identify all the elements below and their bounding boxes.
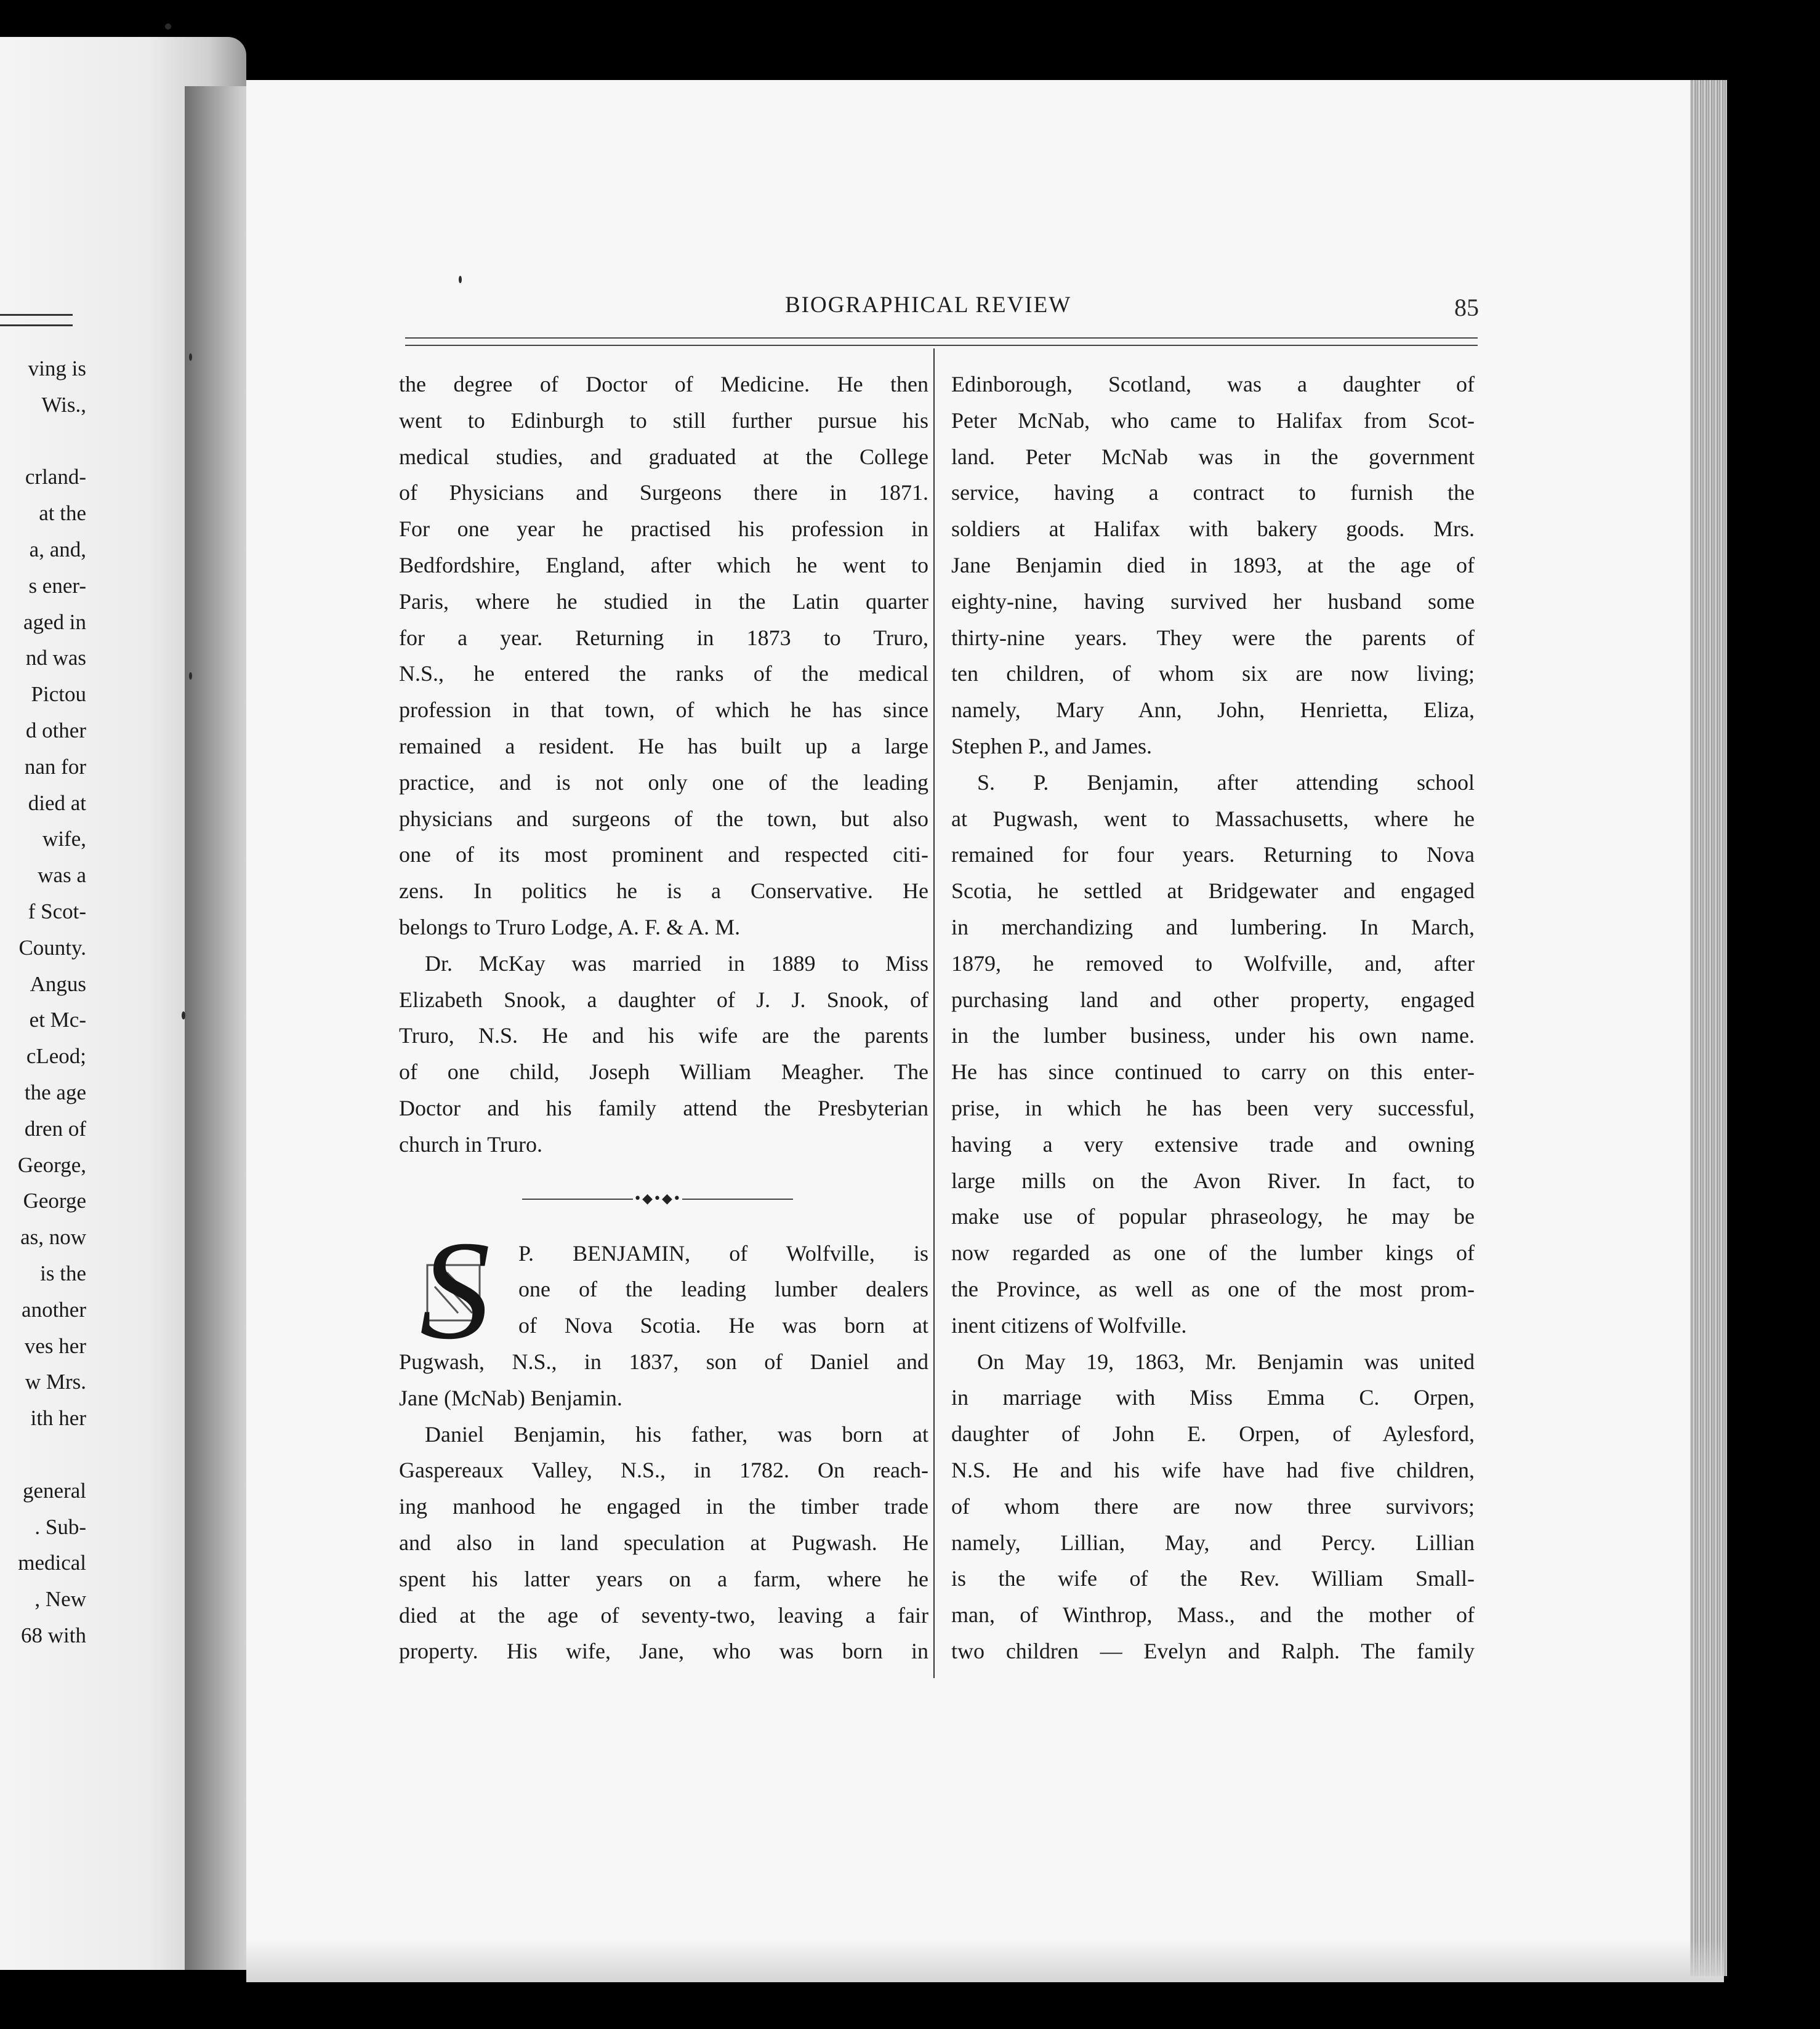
text-line: Daniel Benjamin, his father, was born at	[425, 1421, 928, 1447]
text-line: and also in land speculation at Pugwash. He	[399, 1530, 928, 1555]
left-page-fragment-line: cLeod;	[26, 1044, 86, 1069]
text-line: profession in that town, of which he has since	[399, 697, 928, 723]
text-line: S. P. Benjamin, after attending school	[977, 769, 1475, 795]
text-line: ten children, of whom six are now living;	[951, 661, 1475, 686]
text-line: Paris, where he studied in the Latin quarter	[399, 589, 928, 614]
text-line: physicians and surgeons of the town, but also	[399, 806, 928, 831]
text-line: medical studies, and graduated at the College	[399, 444, 928, 469]
text-line: man, of Winthrop, Mass., and the mother of	[951, 1602, 1475, 1628]
text-line: purchasing land and other property, engaged	[951, 987, 1475, 1012]
text-line: soldiers at Halifax with bakery goods. Mrs.	[951, 516, 1475, 542]
separator-ornament-icon: •◆•◆•	[634, 1191, 682, 1207]
text-line: in the lumber business, under his own name.	[951, 1023, 1475, 1048]
left-page-fragment-line: Wis.,	[41, 392, 86, 417]
text-line: belongs to Truro Lodge, A. F. & A. M.	[399, 914, 741, 939]
page-fore-edge	[1690, 80, 1727, 1976]
text-line: zens. In politics he is a Conservative. He	[399, 878, 928, 904]
text-line: one of the leading lumber dealers	[518, 1277, 928, 1302]
left-page-fragment-line: f Scot-	[28, 899, 86, 923]
text-line: in merchandizing and lumbering. In March,	[951, 914, 1475, 939]
text-line: P. BENJAMIN, of Wolfville, is	[518, 1240, 928, 1266]
text-line: for a year. Returning in 1873 to Truro,	[399, 625, 928, 650]
left-page-fragment-line: at the	[39, 501, 86, 526]
left-page-rule	[0, 314, 73, 326]
text-line: went to Edinburgh to still further pursue his	[399, 408, 928, 433]
text-line: eighty-nine, having survived her husband some	[951, 589, 1475, 614]
text-line: now regarded as one of the lumber kings of	[951, 1240, 1475, 1266]
text-line: spent his latter years on a farm, where he	[399, 1566, 928, 1591]
left-page-fragment-line: general	[23, 1478, 86, 1503]
left-page-fragment-line: et Mc-	[29, 1008, 86, 1032]
left-page-fragment-line: a, and,	[29, 537, 86, 561]
scan-speck	[189, 672, 192, 680]
left-page-text-fragments	[0, 351, 86, 1654]
left-page-fragment-line: was a	[38, 863, 86, 888]
right-text-column	[951, 366, 1475, 1669]
text-line: of whom there are now three survivors;	[951, 1493, 1475, 1519]
text-line: Jane (McNab) Benjamin.	[399, 1385, 622, 1410]
ornamental-dropcap-s	[403, 1228, 507, 1351]
left-page-fragment-line	[0, 1437, 86, 1473]
page-number: 85	[1454, 294, 1479, 321]
text-line: two children — Evelyn and Ralph. The family	[951, 1638, 1475, 1663]
text-line: at Pugwash, went to Massachusetts, where he	[951, 806, 1475, 831]
text-line: namely, Mary Ann, John, Henrietta, Eliza,	[951, 697, 1475, 723]
text-line: church in Truro.	[399, 1131, 542, 1157]
scan-speck	[459, 276, 462, 283]
text-line: ing manhood he engaged in the timber trade	[399, 1494, 928, 1519]
text-line: died at the age of seventy-two, leaving a fair	[399, 1602, 928, 1628]
left-page-fragment-line: Pictou	[31, 682, 86, 707]
left-page-fragment-line: . Sub-	[34, 1514, 86, 1539]
text-line: For one year he practised his profession in	[399, 516, 928, 542]
section-separator	[399, 1163, 928, 1235]
text-line: Dr. McKay was married in 1889 to Miss	[425, 950, 928, 976]
left-page-fragment-line: aged in	[23, 609, 86, 634]
left-page-fragment-line: George	[23, 1189, 86, 1213]
text-line: N.S., he entered the ranks of the medical	[399, 661, 928, 686]
scan-speck	[189, 353, 192, 361]
text-line: 1879, he removed to Wolfville, and, after	[951, 950, 1475, 976]
column-divider	[933, 348, 935, 1678]
left-page-fragment-line: George,	[17, 1152, 86, 1177]
text-line: daughter of John E. Orpen, of Aylesford,	[951, 1421, 1475, 1447]
text-line: prise, in which he has been very successful,	[951, 1095, 1475, 1120]
left-page-fragment-line: s ener-	[28, 573, 86, 598]
left-page-fragment-line: ving is	[28, 356, 86, 380]
text-line: Bedfordshire, England, after which he went to	[399, 552, 928, 577]
left-page-fragment-line	[0, 424, 86, 460]
left-page-fragment-line: nd was	[25, 646, 86, 670]
text-line: one of its most prominent and respected citi-	[399, 842, 928, 867]
text-line: Stephen P., and James.	[951, 733, 1152, 758]
text-line: Jane Benjamin died in 1893, at the age of	[951, 552, 1475, 577]
left-page-fragment-line: ves her	[24, 1333, 86, 1358]
text-line: Edinborough, Scotland, was a daughter of	[951, 372, 1475, 396]
text-line: Elizabeth Snook, a daughter of J. J. Snook, of	[399, 987, 928, 1012]
left-page-fragment-line: crland-	[25, 465, 86, 489]
left-page-fragment-line: nan for	[24, 754, 86, 779]
left-page-fragment-line: another	[22, 1297, 86, 1322]
text-line: practice, and is not only one of the leading	[399, 769, 928, 795]
left-page-fragment-line: , New	[34, 1587, 86, 1612]
text-line: Peter McNab, who came to Halifax from Scot-	[951, 408, 1475, 433]
text-line: inent citizens of Wolfville.	[951, 1312, 1187, 1338]
text-line: N.S. He and his wife have had five children,	[951, 1457, 1475, 1482]
text-line: remained for four years. Returning to Nova	[951, 842, 1475, 867]
scan-speck	[165, 23, 171, 30]
left-page-fragment-line: wife,	[42, 827, 86, 851]
left-page-fragment-line: died at	[28, 790, 86, 815]
text-line: large mills on the Avon River. In fact, to	[951, 1168, 1475, 1193]
left-page-fragment-line: is the	[40, 1261, 86, 1285]
text-line: of Physicians and Surgeons there in 1871.	[399, 480, 928, 505]
left-page-fragment-line: County.	[18, 935, 86, 960]
left-page-fragment-line: as, now	[20, 1225, 86, 1250]
page-bottom-shadow	[246, 1939, 1724, 1982]
text-line: the degree of Doctor of Medicine. He then	[399, 372, 928, 396]
left-page-fragment-line: dren of	[24, 1116, 86, 1141]
text-line: Scotia, he settled at Bridgewater and engaged	[951, 878, 1475, 904]
left-page-fragment-line: ith her	[30, 1406, 86, 1431]
scan-speck	[182, 1011, 185, 1019]
left-page-fragment-line: d other	[25, 718, 86, 742]
text-line: in marriage with Miss Emma C. Orpen,	[951, 1385, 1475, 1410]
text-line: having a very extensive trade and owning	[951, 1131, 1475, 1157]
text-line: He has since continued to carry on this enter-	[951, 1059, 1475, 1085]
text-line: thirty-nine years. They were the parents of	[951, 625, 1475, 650]
text-line: Truro, N.S. He and his wife are the parents	[399, 1023, 928, 1048]
text-line: remained a resident. He has built up a large	[399, 733, 928, 758]
left-page-fragment-line: 68 with	[21, 1623, 86, 1647]
dropcap-paragraph-start	[399, 1227, 928, 1351]
left-text-column	[399, 366, 928, 1669]
left-page-fragment-line: w Mrs.	[25, 1370, 86, 1394]
text-line: property. His wife, Jane, who was born in	[399, 1639, 928, 1664]
text-line: On May 19, 1863, Mr. Benjamin was united	[977, 1349, 1475, 1374]
text-line: Gaspereaux Valley, N.S., in 1782. On reach-	[399, 1458, 928, 1483]
text-line: Doctor and his family attend the Presbyterian	[399, 1095, 928, 1120]
left-page-fragment-line: the age	[24, 1080, 86, 1104]
left-page-fragment-line: medical	[18, 1551, 86, 1575]
text-line: of one child, Joseph William Meagher. The	[399, 1059, 928, 1085]
text-line: make use of popular phraseology, he may be	[951, 1204, 1475, 1229]
header-double-rule	[405, 337, 1478, 346]
text-line: Pugwash, N.S., in 1837, son of Daniel and	[399, 1349, 928, 1374]
text-line: the Province, as well as one of the most prom-	[951, 1276, 1475, 1301]
text-line: land. Peter McNab was in the government	[951, 444, 1475, 469]
dropcap-letter: S	[419, 1227, 491, 1351]
left-page-fragment-line: Angus	[30, 971, 86, 996]
text-line: of Nova Scotia. He was born at	[518, 1313, 928, 1338]
text-line: service, having a contract to furnish the	[951, 480, 1475, 505]
running-head: BIOGRAPHICAL REVIEW	[785, 292, 1072, 318]
text-line: is the wife of the Rev. William Small-	[951, 1566, 1475, 1591]
text-line: namely, Lillian, May, and Percy. Lillian	[951, 1530, 1475, 1555]
